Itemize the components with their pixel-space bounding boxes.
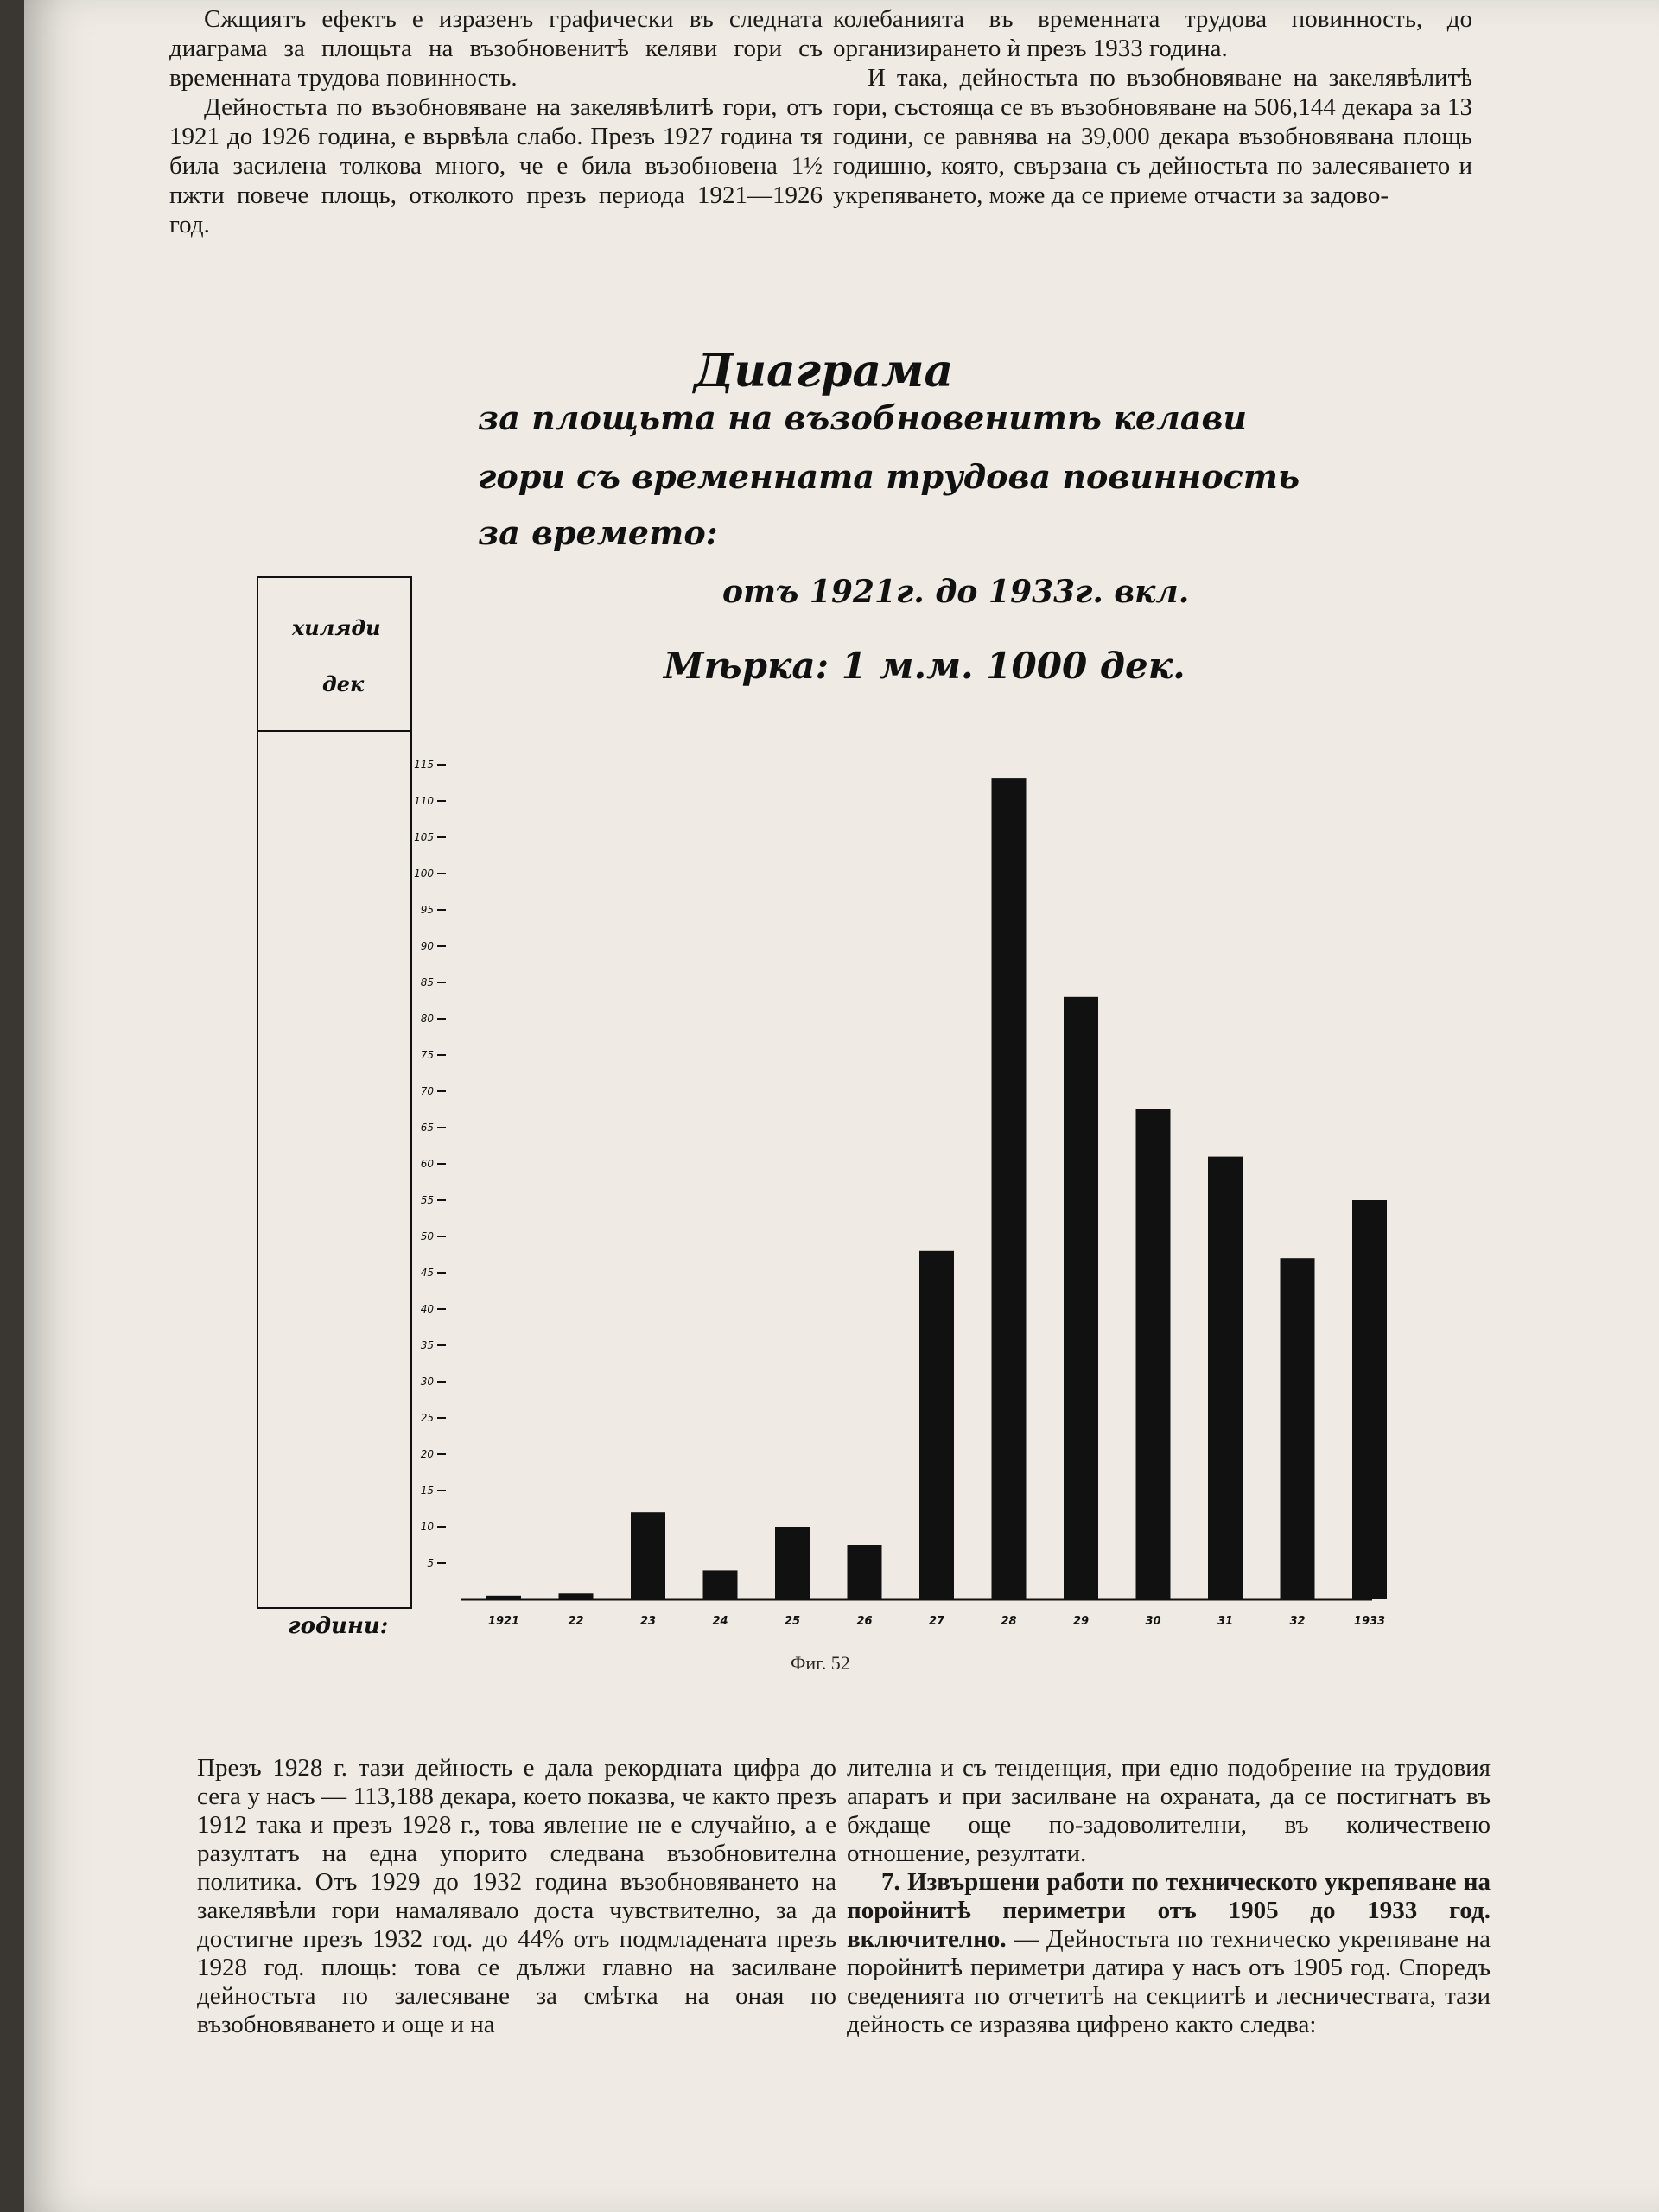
paragraph: И така, дейностьта по възобновяване на закелявѣлитѣ гори, състояща се въ възобновяване на 506,144 декара за 13 години, се равнява на 39,000 декара възобновявана площь годишно, която, свързана съ дейностьта по залесяването и укрепяването, може да се приеме отчасти за задово- [833, 64, 1472, 209]
x-tick-label: 27 [928, 1615, 945, 1628]
bar [848, 1545, 882, 1599]
paragraph: колебанията въ временната трудова повинность, до организирането ѝ презъ 1933 година. [833, 5, 1472, 62]
y-tick-label: 105 [414, 831, 434, 843]
x-tick-label: 26 [856, 1615, 873, 1628]
y-tick-label: 10 [420, 1521, 434, 1533]
x-tick-label: 29 [1072, 1615, 1090, 1628]
x-tick-label: 23 [639, 1615, 657, 1628]
x-tick-label: 1933 [1353, 1615, 1386, 1628]
bar-chart [24, 0, 1659, 1728]
bar [631, 1512, 665, 1599]
paragraph: лителна и съ тенденция, при едно подобрение на трудовия апаратъ и при засилване на охраната, да се постигнатъ въ бждаще още по-задоволителни, въ количествено отношение, резултати. [847, 1754, 1491, 1867]
chart-title: Диаграма [694, 345, 954, 397]
bar [1064, 997, 1098, 1599]
x-axis-label: години: [288, 1613, 389, 1639]
bottom-left-column [197, 1754, 836, 2039]
x-tick-label: 30 [1145, 1615, 1161, 1628]
y-tick-label: 5 [427, 1557, 434, 1569]
y-tick-label: 65 [420, 1122, 434, 1134]
y-axis-label-line: дек [322, 671, 365, 696]
bottom-right-column [847, 1754, 1491, 2039]
y-tick-label: 90 [420, 940, 434, 952]
chart-subtitle-line: за площьта на възобновенитѣ келави [478, 398, 1248, 437]
figure-caption: Фиг. 52 [791, 1652, 850, 1674]
page [24, 0, 1659, 2212]
y-tick-label: 115 [414, 759, 434, 771]
bar [486, 1596, 521, 1599]
x-tick-label: 32 [1289, 1615, 1306, 1628]
section-heading: 7. Извършени работи по техническото укрепяване на поройнитѣ периметри отъ 1905 до 1933 год. включително. [847, 1868, 1491, 1953]
chart-subtitle-line: Мѣрка: 1 м.м. 1000 дек. [664, 645, 1185, 687]
y-tick-label: 15 [420, 1484, 434, 1497]
bar [1208, 1157, 1243, 1599]
paragraph [847, 1868, 1491, 2039]
y-tick-label: 80 [420, 1013, 434, 1025]
y-tick-label: 110 [414, 795, 434, 807]
y-tick-label: 50 [420, 1230, 434, 1243]
x-tick-label: 1921 [487, 1615, 520, 1628]
x-tick-label: 31 [1217, 1615, 1234, 1628]
y-tick-label: 70 [420, 1085, 434, 1097]
chart-subtitle-line: за времето: [478, 513, 718, 552]
x-tick-label: 22 [568, 1615, 584, 1628]
chart-subtitle-line: гори съ временната трудова повинность [478, 457, 1300, 496]
paragraph: Дейностьта по възобновяване на закелявѣлитѣ гори, отъ 1921 до 1926 година, е вървѣла слабо. Презъ 1927 година тя била засилена толкова много, че е била възобновена 1½ пжти повече площь, отколкото презъ периода 1921—1926 год. [169, 93, 823, 238]
y-tick-label: 40 [420, 1303, 434, 1315]
y-tick-label: 95 [420, 904, 434, 916]
y-tick-label: 35 [420, 1339, 434, 1351]
y-tick-label: 75 [420, 1049, 434, 1061]
y-tick-label: 30 [420, 1376, 434, 1388]
paragraph: Презъ 1928 г. тази дейность е дала рекордната цифра до сега у насъ — 113,188 декара, което показва, че както презъ 1912 така и презъ 1928 г., това явление не е случайно, а е разултатъ на една упорито следвана възобновителна политика. Отъ 1929 до 1932 година възобновяването на закелявѣли гори намалявало доста чувствително, за да достигне презъ 1932 год. до 44% отъ подмладената презъ 1928 год. площь: това се дължи главно на засилване дейностьта по залесяване за смѣтка на оная по възобновяването и още и на [197, 1754, 836, 2038]
y-tick-label: 25 [420, 1412, 434, 1424]
bar [775, 1527, 810, 1599]
x-tick-label: 24 [712, 1615, 728, 1628]
bar [703, 1570, 738, 1599]
y-tick-label: 85 [420, 976, 434, 988]
y-tick-label: 55 [420, 1194, 434, 1206]
bar [1136, 1109, 1171, 1599]
x-tick-label: 25 [784, 1615, 801, 1628]
bar [1281, 1258, 1315, 1599]
x-tick-label: 28 [1001, 1615, 1017, 1628]
bar [559, 1593, 594, 1599]
y-tick-label: 45 [420, 1267, 434, 1279]
y-tick-label: 60 [420, 1158, 434, 1170]
y-tick-label: 100 [414, 868, 434, 880]
y-axis-label-line: хиляди [292, 615, 381, 640]
paragraph-text: — Дейностьта по техническо укрепяване на поройнитѣ периметри датира у насъ отъ 1905 год. Споредъ сведенията по отчетитѣ на секциитѣ и лесничествата, тази дейность се изразява цифрено както следва: [847, 1925, 1491, 2038]
paragraph: Сжщиятъ ефектъ е изразенъ графически въ следната диаграма за площьта на възобновенитѣ келяви гори съ временната трудова повинность. [169, 5, 823, 92]
bar [919, 1251, 954, 1599]
bar [1352, 1200, 1387, 1599]
y-tick-label: 20 [420, 1448, 434, 1460]
bar [992, 778, 1027, 1599]
chart-subtitle-line: отъ 1921г. до 1933г. вкл. [722, 574, 1190, 610]
